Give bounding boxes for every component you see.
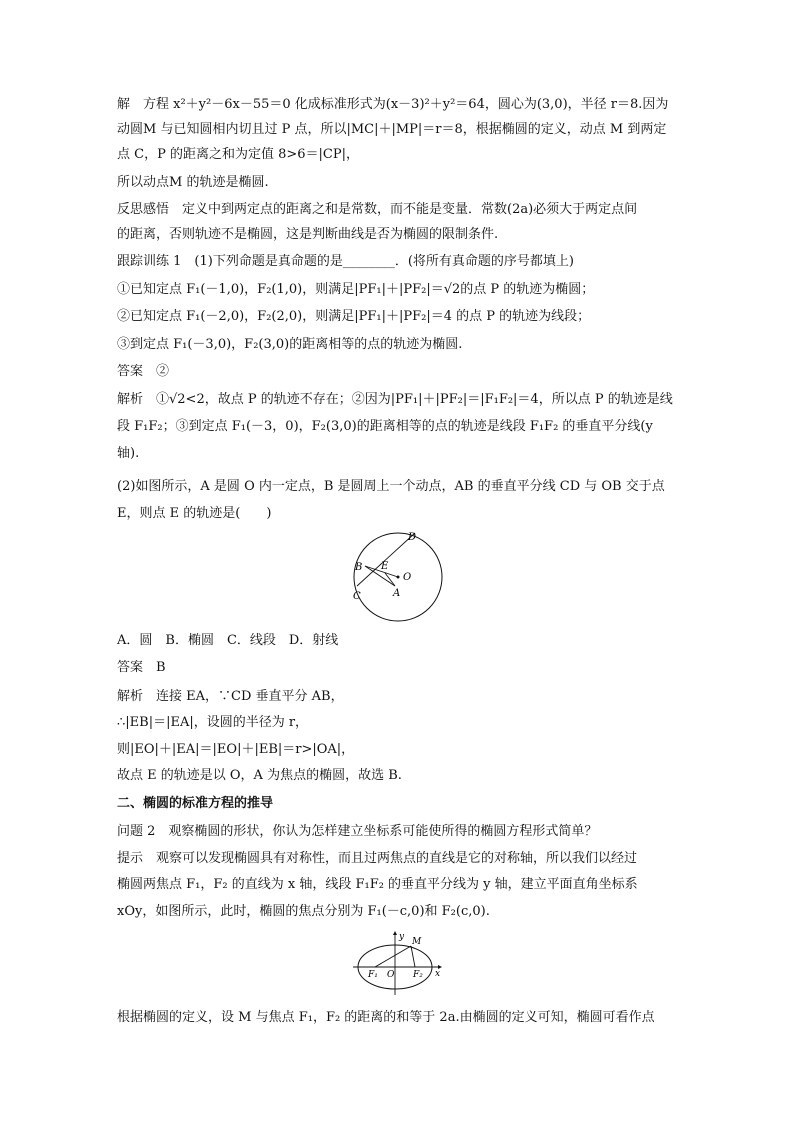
label-F1: F₁: [368, 970, 378, 980]
question-2-line-2: E，则点 E 的轨迹是( ): [117, 506, 272, 521]
label-C: C: [353, 591, 361, 602]
problem-2: 问题 2 观察椭圆的形状，你认为怎样建立坐标系可能使所得的椭圆方程形式简单？: [117, 824, 598, 839]
label-A: A: [393, 588, 401, 599]
label-M: M: [412, 937, 422, 947]
solution-line-3: 点 C，P 的距离之和为定值 8>6＝|CP|，: [117, 147, 359, 162]
solution-line-2: 动圆M 与已知圆相内切且过 P 点，所以|MC|＋|MP|＝r＝8，根据椭圆的定义，动点 M 到两定: [117, 122, 667, 137]
analysis-1-line-2: 段 F₁F₂；③到定点 F₁(－3，0)，F₂(3,0)的距离相等的点的轨迹是线段 F₁F₂ 的垂直平分线(y: [117, 419, 653, 434]
label-O: O: [403, 572, 412, 583]
circle-figure: [345, 528, 450, 628]
analysis-2-line-2: ∴|EB|＝|EA|，设圆的半径为 r，: [117, 715, 309, 730]
label-F2: F₂: [413, 970, 423, 980]
question-2-line-1: (2)如图所示，A 是圆 O 内一定点，B 是圆周上一个动点，AB 的垂直平分线 CD 与 OB 交于点: [117, 479, 665, 494]
answer-2: 答案 B: [117, 660, 166, 675]
analysis-1-line-1: 解析 ①√2<2，故点 P 的轨迹不存在；②因为|PF₁|＋|PF₂|＝|F₁F₂|＝4，所以点 P 的轨迹是线: [117, 392, 673, 407]
label-y: y: [399, 932, 405, 942]
reflection-line-2: 的距离，否则轨迹不是椭圆，这是判断曲线是否为椭圆的限制条件.: [117, 227, 499, 242]
hint-line-3: xOy，如图所示，此时，椭圆的焦点分别为 F₁(－c,0)和 F₂(c,0).: [117, 904, 490, 919]
analysis-1-line-3: 轴).: [117, 446, 140, 461]
definition-line: 根据椭圆的定义，设 M 与焦点 F₁，F₂ 的距离的和等于 2a.由椭圆的定义可知，椭圆可看作点: [117, 1010, 655, 1025]
analysis-2-line-4: 故点 E 的轨迹是以 O，A 为焦点的椭圆，故选 B.: [117, 768, 402, 783]
proposition-1: ①已知定点 F₁(－1,0)，F₂(1,0)，则满足|PF₁|＋|PF₂|＝√2的点 P 的轨迹为椭圆；: [117, 282, 595, 297]
solution-line-1: 解 方程 x²＋y²－6x－55＝0 化成标准形式为(x－3)²＋y²＝64，圆心为(3,0)，半径 r＝8.因为: [117, 97, 669, 112]
label-E: E: [381, 561, 389, 572]
answer-1: 答案 ②: [117, 364, 170, 379]
hint-line-1: 提示 观察可以发现椭圆具有对称性，而且过两焦点的直线是它的对称轴，所以我们以经过: [117, 851, 638, 866]
solution-conclusion: 所以动点M 的轨迹是椭圆.: [117, 175, 269, 190]
reflection-line-1: 反思感悟 定义中到两定点的距离之和是常数，而不能是变量．常数(2a)必须大于两定点间: [117, 202, 638, 217]
proposition-2: ②已知定点 F₁(－2,0)，F₂(2,0)，则满足|PF₁|＋|PF₂|＝4 的点 P 的轨迹为线段；: [117, 309, 591, 324]
practice-question-title: 跟踪训练 1 (1)下列命题是真命题的是________．(将所有真命题的序号都填上): [117, 254, 574, 269]
section-heading: 二、椭圆的标准方程的推导: [117, 796, 274, 811]
analysis-2-line-1: 解析 连接 EA，∵CD 垂直平分 AB，: [117, 689, 344, 704]
hint-line-2: 椭圆两焦点 F₁，F₂ 的直线为 x 轴，线段 F₁F₂ 的垂直平分线为 y 轴，建立平面直角坐标系: [117, 877, 638, 892]
label-D: D: [408, 532, 417, 543]
proposition-3: ③到定点 F₁(－3,0)，F₂(3,0)的距离相等的点的轨迹为椭圆.: [117, 337, 463, 352]
options: A．圆 B．椭圆 C．线段 D．射线: [117, 633, 339, 648]
label-x: x: [435, 969, 441, 979]
analysis-2-line-3: 则|EO|＋|EA|＝|EO|＋|EB|＝r>|OA|，: [117, 742, 355, 757]
label-O: O: [387, 970, 395, 980]
label-B: B: [355, 562, 363, 573]
ellipse-figure: [350, 929, 445, 999]
